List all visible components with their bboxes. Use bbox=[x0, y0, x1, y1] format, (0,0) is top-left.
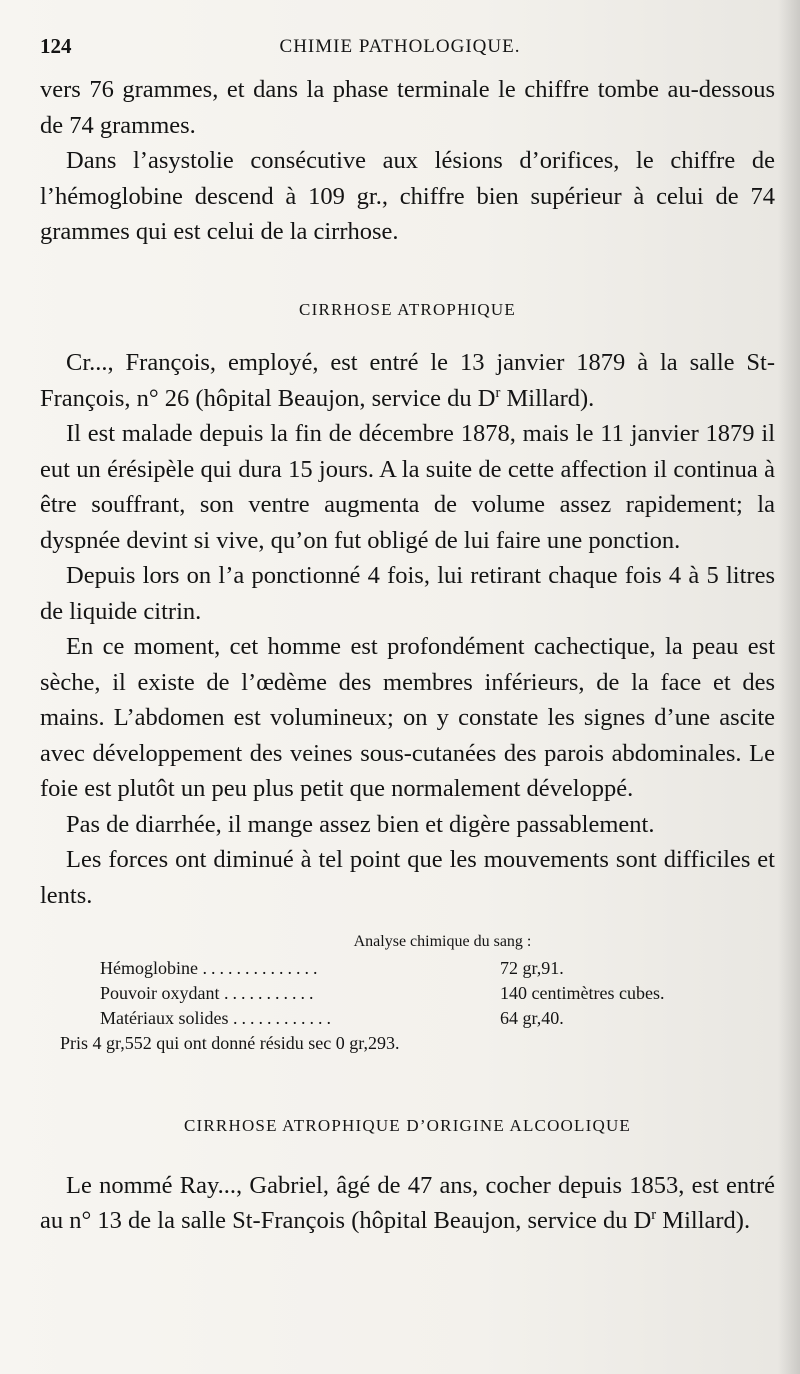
paragraph-continuation: vers 76 grammes, et dans la phase terminale le chiffre tombe au-dessous de 74 grammes. bbox=[40, 76, 775, 139]
running-title: CHIMIE PATHOLOGIQUE. bbox=[279, 36, 521, 57]
analysis-row-label: Pouvoir oxydant ........... bbox=[100, 983, 318, 1003]
blood-analysis-table bbox=[40, 929, 775, 1056]
paragraph-second-patient bbox=[40, 1168, 775, 1239]
patient-intro-text: Cr..., François, employé, est entré le 13 janvier 1879 à la salle St-François, n° 26 (hôpital Beaujon, service du D bbox=[40, 349, 775, 412]
analysis-row-label: Matériaux solides ............ bbox=[100, 1008, 335, 1028]
page-body bbox=[40, 72, 775, 1239]
analysis-row-value: 64 gr,40. bbox=[500, 1008, 564, 1028]
paragraph-patient-intro bbox=[40, 345, 775, 416]
analysis-row bbox=[40, 1006, 775, 1031]
doctor-superscript: r bbox=[495, 384, 501, 401]
paragraph-digestion: Pas de diarrhée, il mange assez bien et digère passablement. bbox=[66, 810, 655, 838]
analysis-note: Pris 4 gr,552 qui ont donné résidu sec 0 gr,293. bbox=[60, 1033, 400, 1053]
section-heading-cirrhose-atrophique: CIRRHOSE ATROPHIQUE bbox=[299, 299, 516, 319]
page-edge-shadow bbox=[778, 0, 800, 1374]
paragraph-forces: Les forces ont diminué à tel point que les mouvements sont difficiles et lents. bbox=[40, 846, 775, 909]
second-patient-end: Millard). bbox=[656, 1207, 751, 1234]
paragraph-ponctions: Depuis lors on l’a ponctionné 4 fois, lui retirant chaque fois 4 à 5 litres de liquide citrin. bbox=[40, 562, 775, 625]
paragraph-history: Il est malade depuis la fin de décembre 1878, mais le 11 janvier 1879 il eut un érésipèle qui dura 15 jours. A la suite de cette affection il continua à être souffrant, son ventre augmenta de volume assez rapidement; la dyspnée devint si vive, qu’on fut obligé de lui faire une ponction. bbox=[40, 420, 775, 554]
analysis-row-value: 140 centimètres cubes. bbox=[500, 983, 665, 1003]
second-patient-text: Le nommé Ray..., Gabriel, âgé de 47 ans, cocher depuis 1853, est entré au n° 13 de la salle St-François (hôpital Beaujon, service du D bbox=[40, 1171, 775, 1234]
paragraph-examination: En ce moment, cet homme est profondément cachectique, la peau est sèche, il existe de l’œdème des membres inférieurs, de la face et des mains. L’abdomen est volumineux; on y constate les signes d’une ascite avec développement des veines sous-cutanées des parois abdominales. Le foie est plutôt un peu plus petit que normalement développé. bbox=[40, 633, 775, 802]
paragraph-asystolie: Dans l’asystolie consécutive aux lésions d’orifices, le chiffre de l’hémoglobine descend à 109 gr., chiffre bien supérieur à celui de 74 grammes qui est celui de la cirrhose. bbox=[40, 147, 775, 245]
section-heading-cirrhose-alcoolique: CIRRHOSE ATROPHIQUE D’ORIGINE ALCOOLIQUE bbox=[183, 1116, 632, 1135]
doctor-superscript: r bbox=[651, 1206, 657, 1223]
analysis-row bbox=[40, 956, 775, 981]
analysis-row bbox=[40, 981, 775, 1006]
page-number: 124 bbox=[40, 34, 72, 58]
analysis-title: Analyse chimique du sang : bbox=[353, 933, 532, 950]
patient-intro-end: Millard). bbox=[500, 384, 595, 412]
analysis-row-label: Hémoglobine .............. bbox=[100, 958, 322, 978]
analysis-row-value: 72 gr,91. bbox=[500, 958, 564, 978]
page-header bbox=[40, 34, 760, 64]
